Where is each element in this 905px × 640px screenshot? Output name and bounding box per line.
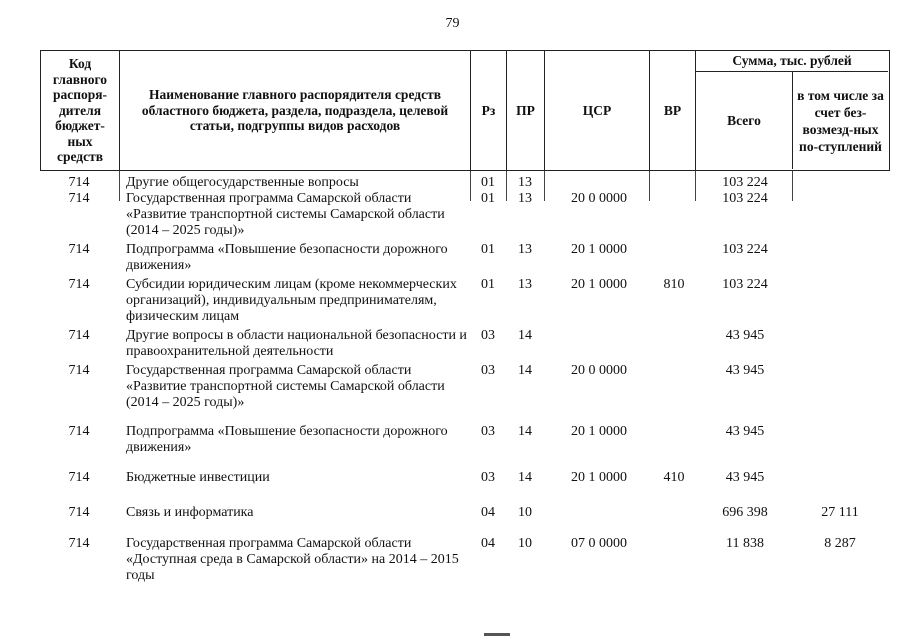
- cell-name: Государственная программа Самарской области «Развитие транспортной системы Самарской области (2014 – 2025 годы)»: [126, 191, 445, 238]
- column-divider: [119, 171, 120, 201]
- cell-code: 714: [68, 242, 90, 257]
- cell-pr: 14: [518, 328, 532, 343]
- cell-total: 43 945: [725, 470, 765, 485]
- header-csr: ЦСР: [545, 51, 650, 170]
- cell-total: 43 945: [725, 363, 765, 378]
- cell-name: Государственная программа Самарской области «Развитие транспортной системы Самарской области (2014 – 2025 годы)»: [126, 363, 445, 410]
- cell-code: 714: [68, 277, 90, 292]
- cell-pr: 14: [518, 470, 532, 485]
- cell-name: Связь и информатика: [126, 505, 254, 520]
- header-rz: Рз: [471, 51, 507, 170]
- cell-code: 714: [68, 175, 90, 190]
- cell-csr: 07 0 0000: [571, 536, 627, 551]
- cell-total: 43 945: [725, 424, 765, 439]
- cell-pr: 13: [518, 277, 532, 292]
- cell-vr: 410: [663, 470, 685, 485]
- cell-total: 103 224: [722, 277, 768, 292]
- cell-name: Другие вопросы в области национальной безопасности и правоохранительной деятельности: [126, 328, 467, 359]
- cell-name: Субсидии юридическим лицам (кроме некоммерческих организаций), индивидуальным предпринимателям, физическим лицам: [126, 277, 457, 324]
- cell-total: 103 224: [722, 191, 768, 206]
- cell-csr: 20 1 0000: [571, 470, 627, 485]
- table-header: [40, 50, 890, 171]
- cell-pr: 10: [518, 536, 532, 551]
- cell-pr: 13: [518, 242, 532, 257]
- cell-code: 714: [68, 191, 90, 206]
- cell-name: Бюджетные инвестиции: [126, 470, 270, 485]
- cell-rz: 01: [481, 277, 495, 292]
- cell-rz: 04: [481, 505, 495, 520]
- cell-rz: 01: [481, 242, 495, 257]
- cell-pr: 13: [518, 175, 532, 190]
- cell-total: 103 224: [722, 242, 768, 257]
- cell-pr: 14: [518, 424, 532, 439]
- header-code: Код главного распоря-дителя бюджет-ных средств: [41, 51, 120, 170]
- cell-code: 714: [68, 470, 90, 485]
- cell-rz: 04: [481, 536, 495, 551]
- cell-csr: 20 1 0000: [571, 277, 627, 292]
- header-pr: ПР: [507, 51, 545, 170]
- cell-vr: 810: [663, 277, 685, 292]
- cell-csr: 20 0 0000: [571, 191, 627, 206]
- header-name: Наименование главного распорядителя средств областного бюджета, раздела, подраздела, целевой статьи, подгруппы видов расходов: [120, 51, 471, 170]
- cell-pr: 13: [518, 191, 532, 206]
- header-free: в том числе за счет без-возмезд-ных по-ступлений: [797, 87, 884, 154]
- cell-rz: 03: [481, 470, 495, 485]
- cell-code: 714: [68, 363, 90, 378]
- cell-rz: 01: [481, 175, 495, 190]
- cell-name: Подпрограмма «Повышение безопасности дорожного движения»: [126, 424, 448, 455]
- cell-name: Государственная программа Самарской области «Доступная среда в Самарской области» на 2014 – 2015 годы: [126, 536, 459, 583]
- cell-csr: 20 1 0000: [571, 242, 627, 257]
- cell-free: 27 111: [821, 505, 859, 520]
- cell-code: 714: [68, 536, 90, 551]
- cell-csr: 20 0 0000: [571, 363, 627, 378]
- cell-name: Другие общегосударственные вопросы: [126, 175, 359, 190]
- cell-pr: 10: [518, 505, 532, 520]
- cell-code: 714: [68, 328, 90, 343]
- cell-pr: 14: [518, 363, 532, 378]
- cell-code: 714: [68, 424, 90, 439]
- cell-rz: 01: [481, 191, 495, 206]
- cell-total: 11 838: [726, 536, 764, 551]
- cell-csr: 20 1 0000: [571, 424, 627, 439]
- cell-rz: 03: [481, 328, 495, 343]
- cell-rz: 03: [481, 424, 495, 439]
- cell-total: 103 224: [722, 175, 768, 190]
- page-number: 79: [445, 16, 460, 31]
- header-total: Всего: [696, 72, 793, 169]
- cell-name: Подпрограмма «Повышение безопасности дорожного движения»: [126, 242, 448, 273]
- header-vr: ВР: [650, 51, 696, 170]
- header-sum: Сумма, тыс. рублей: [696, 51, 888, 72]
- page-footer-mark: [484, 633, 510, 636]
- cell-rz: 03: [481, 363, 495, 378]
- cell-free: 8 287: [824, 536, 856, 551]
- cell-code: 714: [68, 505, 90, 520]
- cell-total: 696 398: [722, 505, 768, 520]
- cell-total: 43 945: [725, 328, 765, 343]
